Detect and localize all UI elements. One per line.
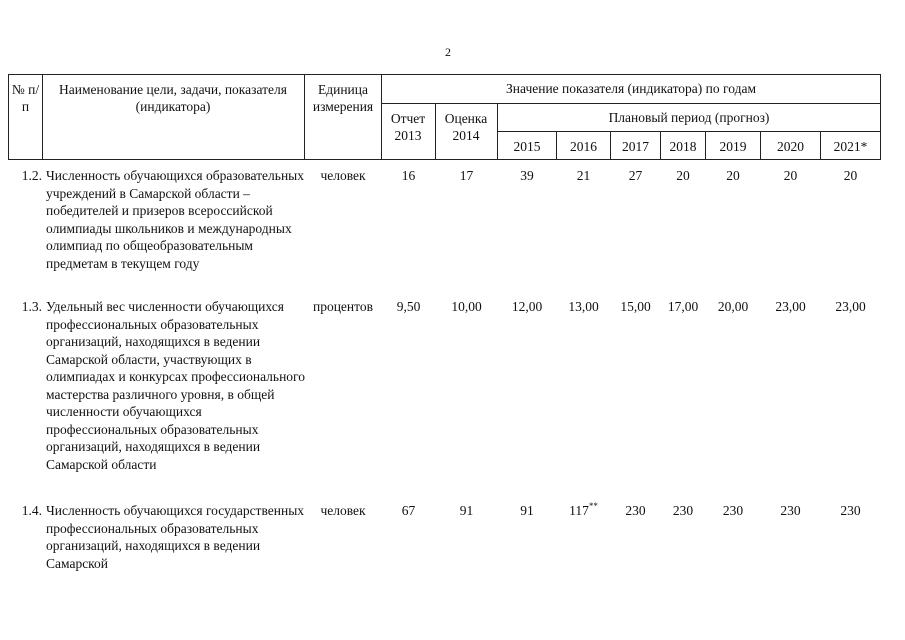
value-cell: 230 (780, 503, 801, 518)
page-number: 2 (445, 45, 451, 59)
value-cell: 39 (520, 168, 534, 183)
value-cell: 27 (628, 168, 643, 183)
value-cell: 9,50 (396, 299, 421, 314)
value-cell: 20 (726, 168, 740, 183)
header-year: 2018 (669, 139, 697, 154)
unit-cell: человек (320, 168, 366, 183)
header-year: 2020 (777, 139, 804, 154)
value-cell: 21 (576, 168, 591, 183)
value-cell: 20 (676, 168, 690, 183)
unit-cell: процентов (312, 299, 373, 314)
row-number: 1.3. (21, 299, 42, 314)
header-unit: Единица измерения (312, 82, 374, 114)
header-num: № п/п (11, 82, 40, 114)
value-cell: 17 (459, 168, 474, 183)
header-estimate: Оценка 2014 (444, 111, 488, 143)
header-report: Отчет 2013 (390, 111, 426, 143)
value-cell: 230 (625, 503, 646, 518)
value-cell: 230 (840, 503, 861, 518)
value-cell: 10,00 (451, 299, 482, 314)
header-plan-group: Плановый период (прогноз) (608, 110, 770, 125)
header-year: 2017 (622, 139, 649, 154)
value-cell: 17,00 (667, 299, 699, 314)
footnote-mark: ** (588, 500, 598, 511)
value-cell: 20 (843, 168, 858, 183)
value-text: 117 (569, 503, 589, 518)
row-number: 1.2. (21, 168, 42, 183)
unit-cell: человек (320, 503, 366, 518)
value-cell: 67 (401, 503, 416, 518)
value-cell: 230 (722, 503, 744, 518)
value-cell: 23,00 (775, 299, 806, 314)
header-year: 2021* (833, 139, 868, 154)
row-number: 1.4. (21, 503, 42, 518)
header-year: 2015 (513, 139, 541, 154)
value-cell: 13,00 (568, 299, 599, 314)
value-cell: 15,00 (620, 299, 651, 314)
value-cell: 23,00 (835, 299, 866, 314)
value-cell: 20,00 (717, 299, 749, 314)
value-cell: 16 (401, 168, 416, 183)
value-cell: 230 (672, 503, 694, 518)
indicator-name: Численность обучающихся государственных профессиональных образовательных организаций, находящихся в ведении Самарской (46, 503, 305, 571)
indicator-name: Удельный вес численности обучающихся профессиональных образовательных организаций, находящихся в ведении Самарской области, участвующих в олимпиадах и конкурсах профессионального мастерства различного уровня, в общей численности обучающихся профессиональных образовательных организаций, находящихся в ведении Самарской области (46, 299, 306, 472)
header-year: 2016 (570, 139, 597, 154)
value-cell: 91 (459, 503, 474, 518)
header-year: 2019 (719, 139, 747, 154)
value-cell: 12,00 (511, 299, 543, 314)
value-cell: 91 (520, 503, 534, 518)
value-cell: 20 (783, 168, 798, 183)
value-cell-2016 (557, 502, 610, 520)
header-name: Наименование цели, задачи, показателя (индикатора) (59, 82, 287, 114)
indicator-name: Численность обучающихся образовательных учреждений в Самарской области – победителей и призеров всероссийской олимпиады школьников и международных олимпиад по общеобразовательным предметам в текущем году (46, 168, 304, 271)
header-values-group: Значение показателя (индикатора) по годам (506, 81, 756, 96)
